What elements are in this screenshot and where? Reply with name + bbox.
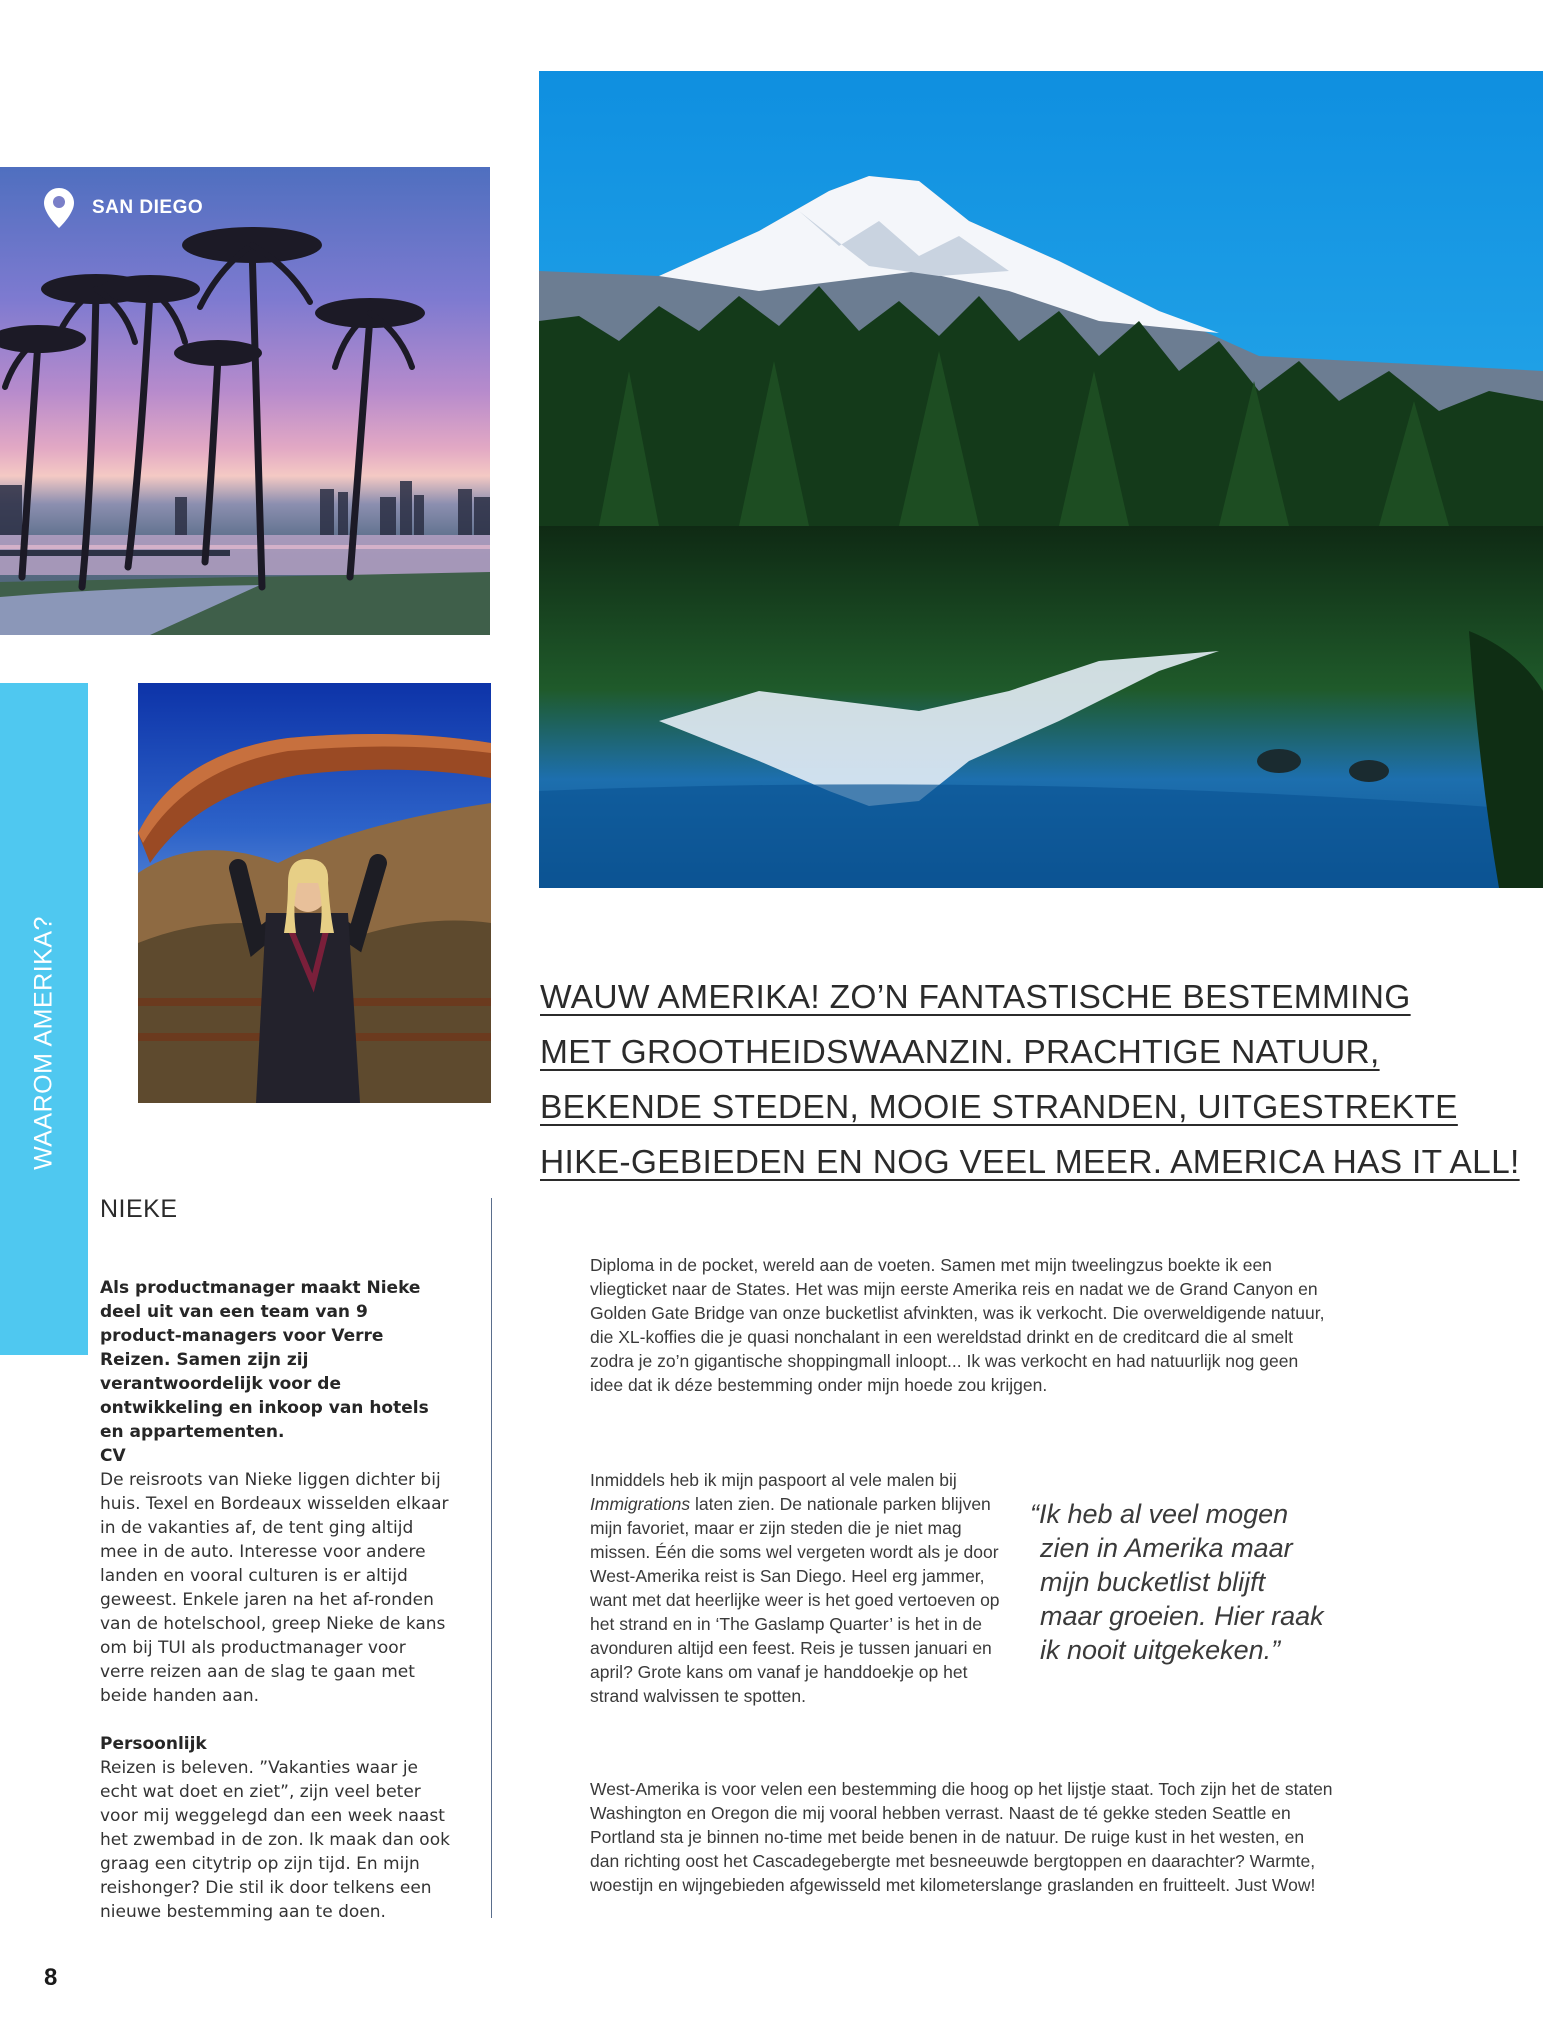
arch-photo [138,683,491,1103]
personal-heading: Persoonlijk [100,1734,207,1754]
profile-intro-text: Als productmanager maakt Nieke deel uit van een team van 9 product-managers voor Verre Reizen. Samen zijn zij verantwoordelijk voor de ontwikkeling en inkoop van hotels en appartementen. [100,1278,429,1442]
para2-emphasis: Immigrations [590,1494,691,1514]
cv-heading: CV [100,1446,126,1466]
column-divider [491,1198,492,1918]
pull-quote-line: mijn bucketlist blijft [1040,1567,1266,1597]
headline-line: HIKE-GEBIEDEN EN NOG VEEL MEER. AMERICA HAS IT ALL! [540,1144,1520,1181]
page-number: 8 [44,1964,58,1991]
mountain-lake-scene [539,71,1543,888]
side-band-label: WAAROM AMERIKA? [29,916,58,1170]
profile-personal [100,1732,450,1924]
profile-name: NIEKE [100,1195,178,1223]
profile-cv [100,1444,450,1708]
location-tag [44,188,203,228]
mountain-lake-photo [539,71,1543,888]
headline [540,970,1540,1190]
pull-quote-line: “Ik heb al veel mogen [1030,1499,1289,1529]
cv-text: De reisroots van Nieke liggen dichter bij huis. Texel en Bordeaux wisselden elkaar in de vakanties af, de tent ging altijd mee in de auto. Interesse voor andere landen en vooral culturen is er altijd geweest. Enkele jaren na het af-ronden van de hotelschool, greep Nieke de kans om bij TUI als productmanager voor verre reizen aan de slag te gaan met beide handen aan. [100,1470,449,1706]
pull-quote-line: maar groeien. Hier raak [1040,1601,1324,1631]
map-pin-icon [44,188,74,228]
pull-quote [1030,1497,1350,1667]
san-diego-scene [0,167,490,635]
para2-start: Inmiddels heb ik mijn paspoort al vele malen bij [590,1470,957,1490]
arch-scene [138,683,491,1103]
pull-quote-line: zien in Amerika maar [1040,1533,1293,1563]
location-label: SAN DIEGO [92,197,204,218]
pull-quote-line: ik nooit uitgekeken.” [1040,1635,1281,1665]
profile-intro [100,1276,450,1444]
san-diego-photo [0,167,490,635]
article-paragraph-3: West-Amerika is voor velen een bestemming die hoog op het lijstje staat. Toch zijn het de staten Washington en Oregon die mij vooral hebben verrast. Naast de té gekke steden Seattle en Portland sta je binnen no-time met beide benen in de natuur. De ruige kust in het westen, en dan richting oost het Cascadegebergte met besneeuwde bergtoppen en daarachter? Warmte, woestijn en wijngebieden afgewisseld met kilometerslange graslanden en fruitteelt. Just Wow! [590,1779,1333,1895]
personal-text: Reizen is beleven. ”Vakanties waar je echt wat doet en ziet”, zijn veel beter voor mij weggelegd dan een week naast het zwembad in de zon. Ik maak dan ook graag een citytrip op zijn tijd. En mijn reishonger? Die stil ik door telkens een nieuwe bestemming aan te doen. [100,1758,450,1922]
headline-line: WAUW AMERIKA! ZO’N FANTASTISCHE BESTEMMING [540,979,1411,1016]
headline-line: BEKENDE STEDEN, MOOIE STRANDEN, UITGESTREKTE [540,1089,1458,1126]
side-band [0,683,88,1355]
article-paragraph-1: Diploma in de pocket, wereld aan de voeten. Samen met mijn tweelingzus boekte ik een vliegticket naar de States. Het was mijn eerste Amerika reis en nadat we de Grand Canyon en Golden Gate Bridge van onze bucketlist afvinkten, was ik verkocht. Die overweldigende natuur, die XL-koffies die je quasi nonchalant in een wereldstad drinkt en de creditcard die al smelt zodra je zo’n gigantische shoppingmall inloopt... Ik was verkocht en had natuurlijk nog geen idee dat ik déze bestemming onder mijn hoede zou krijgen. [590,1255,1325,1395]
para2-rest: laten zien. De nationale parken blijven mijn favoriet, maar er zijn steden die je niet mag missen. Één die soms wel vergeten wordt als je door West-Amerika reist is San Diego. Heel erg jammer, want met dat heerlijke weer is het goed vertoeven op het strand en in ‘The Gaslamp Quarter’ is het in de avonduren altijd een feest. Reis je tussen januari en april? Grote kans om vanaf je handdoekje op het strand walvissen te spotten. [590,1494,1000,1706]
article-paragraph-2 [590,1468,1010,1708]
headline-line: MET GROOTHEIDSWAANZIN. PRACHTIGE NATUUR, [540,1034,1380,1071]
